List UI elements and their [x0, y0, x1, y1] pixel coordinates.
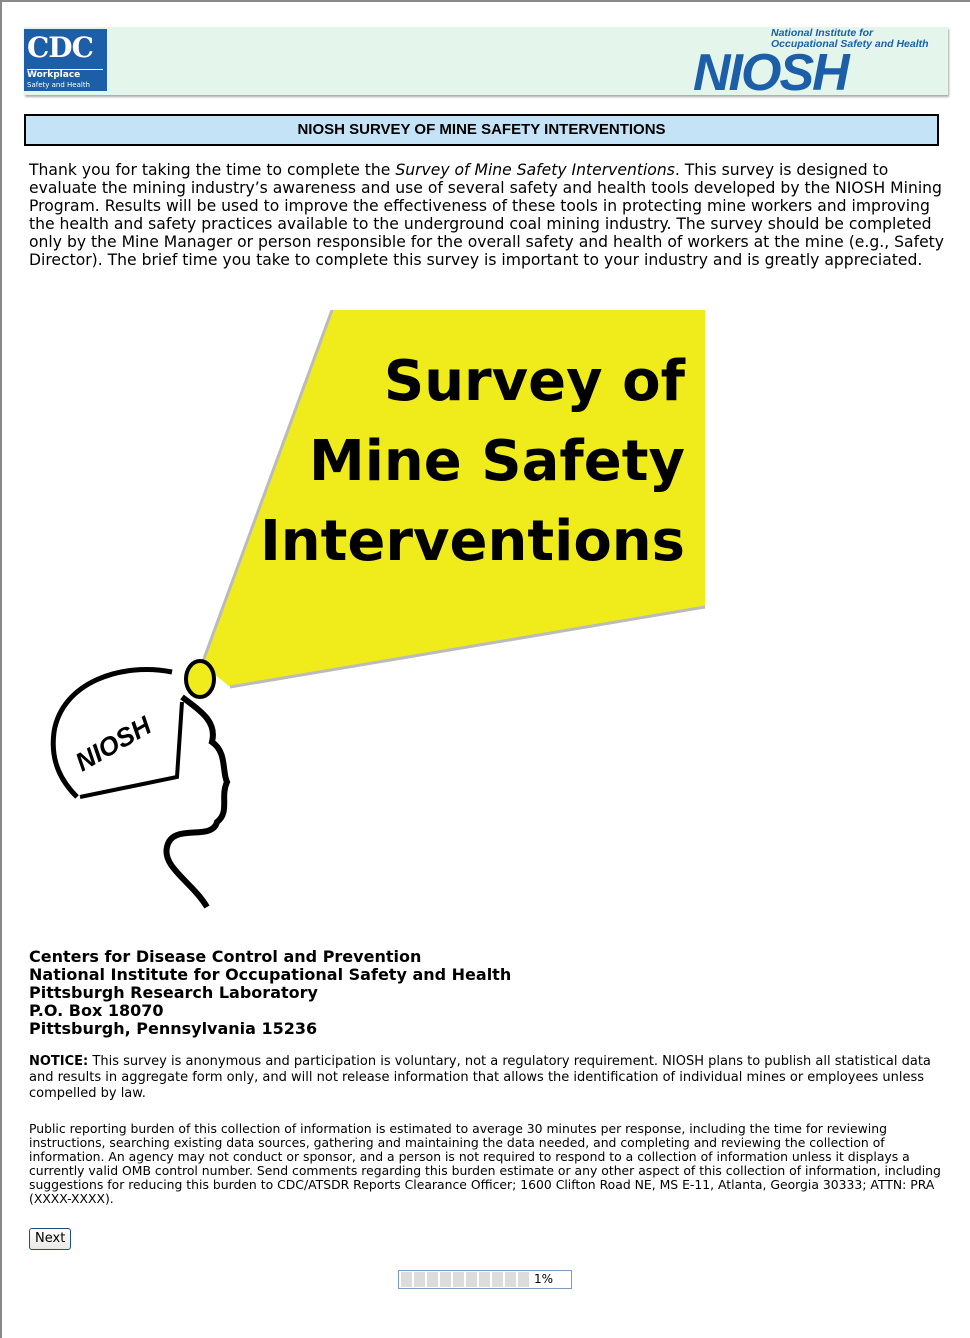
- progress-label: 1%: [534, 1272, 554, 1286]
- address-line: National Institute for Occupational Safety and Health: [29, 965, 512, 984]
- cdc-logo-text: CDC: [27, 31, 93, 64]
- progress-segment: [479, 1272, 490, 1287]
- page-title: NIOSH SURVEY OF MINE SAFETY INTERVENTIONS: [24, 114, 939, 146]
- niosh-logo[interactable]: [693, 27, 948, 95]
- illustration-line3: Interventions: [259, 509, 685, 574]
- progress-segment: [427, 1272, 438, 1287]
- next-button[interactable]: Next: [29, 1228, 71, 1250]
- illustration-line2: Mine Safety: [308, 429, 685, 494]
- notice-label: NOTICE:: [29, 1054, 89, 1069]
- illustration-line1: Survey of: [383, 349, 685, 414]
- progress-segment: [518, 1272, 529, 1287]
- progress-segment: [453, 1272, 464, 1287]
- address-line: Centers for Disease Control and Prevention: [29, 947, 422, 966]
- survey-illustration: [42, 310, 712, 910]
- notice-text: This survey is anonymous and participation is voluntary, not a regulatory requirement. NIOSH plans to publish all statistical data and results in aggregate form only, and will not release information that allows the identification of individual mines or employees unless compelled by law.: [29, 1054, 931, 1101]
- cdc-logo-sub1: Workplace: [27, 69, 103, 81]
- progress-segment: [440, 1272, 451, 1287]
- niosh-logo-text: NIOSH: [693, 44, 848, 95]
- helmet-niosh-label: NIOSH: [70, 710, 157, 778]
- address-line: P.O. Box 18070: [29, 1001, 164, 1020]
- progress-segment: [401, 1272, 412, 1287]
- cdc-logo-sub2: Safety and Health: [27, 81, 90, 89]
- progress-bar: [398, 1270, 572, 1289]
- address-line: Pittsburgh, Pennsylvania 15236: [29, 1019, 318, 1038]
- progress-segment: [414, 1272, 425, 1287]
- progress-segment: [505, 1272, 516, 1287]
- intro-text-end: . This survey is designed to evaluate the mining industry’s awareness and use of several safety and health tools developed by the NIOSH Mining Program. Results will be used to improve the effectiveness of these tools in protecting mine workers and improving the health and safety practices available to the underground coal mining industry. The survey should be completed only by the Mine Manager or person responsible for the overall safety and health of workers at the mine (e.g., Safety Director). The brief time you take to complete this survey is important to your industry and is greatly appreciated.: [29, 161, 945, 269]
- progress-segment: [492, 1272, 503, 1287]
- progress-segment: [466, 1272, 477, 1287]
- address-line: Pittsburgh Research Laboratory: [29, 983, 318, 1002]
- address-block: [29, 948, 511, 1038]
- intro-text-start: Thank you for taking the time to complete the: [29, 161, 396, 179]
- cdc-logo[interactable]: [24, 29, 107, 91]
- intro-paragraph: [29, 161, 944, 269]
- niosh-sub-line2: Occupational Safety and Health: [771, 38, 929, 50]
- header-banner: [24, 27, 948, 95]
- niosh-sub-line1: National Institute for: [771, 27, 874, 39]
- miner-head-icon: [53, 661, 227, 907]
- burden-statement: Public reporting burden of this collection of information is estimated to average 30 minutes per response, including the time for reviewing instructions, searching existing data sources, gathering and maintaining the data needed, and completing and reviewing the collection of information. An agency may not conduct or sponsor, and a person is not required to respond to a collection of information unless it displays a currently valid OMB control number. Send comments regarding this burden estimate or any other aspect of this collection of information, including suggestions for reducing this burden to CDC/ATSDR Reports Clearance Officer; 1600 Clifton Road NE, MS E-11, Atlanta, Georgia 30333; ATTN: PRA (XXXX-XXXX).: [29, 1121, 941, 1206]
- notice-paragraph: [29, 1054, 944, 1102]
- intro-survey-name: Survey of Mine Safety Interventions: [395, 161, 675, 179]
